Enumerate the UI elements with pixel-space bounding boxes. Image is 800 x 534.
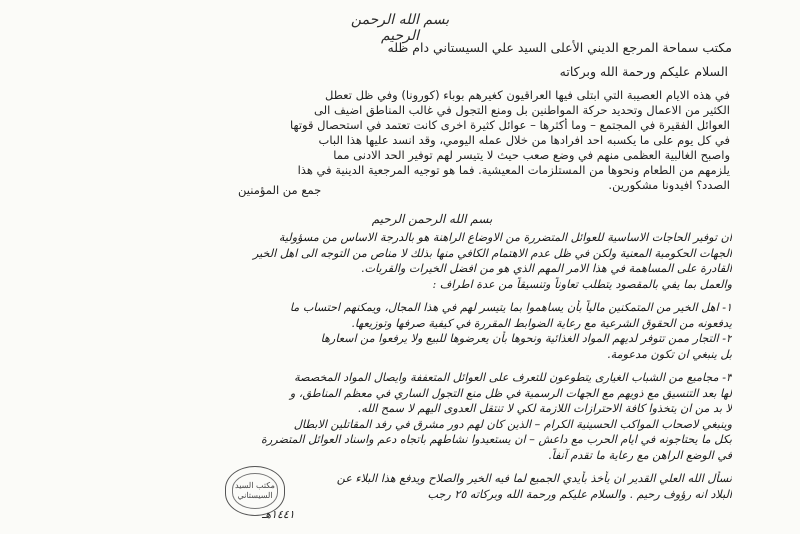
greeting-line: السلام عليكم ورحمة الله وبركاته (559, 64, 728, 79)
addressee-line: مكتب سماحة المرجع الديني الأعلى السيد علي السيستاني دام ظله (387, 40, 732, 55)
answer-line: في الوضع الراهن مع رعاية ما تقدم آنفاً. (548, 448, 732, 462)
question-line: الكثير من الاعمال وتحديد حركة المواطنين بل ومنع التجول في غالب المناطق اضيف الى (314, 103, 730, 117)
answer-line: يدفعونه من الحقوق الشرعية مع رعاية الضوابط المقررة في كيفية صرفها وتوزيعها. (351, 316, 732, 330)
question-line: واصبح الغالبية العظمى منهم في وضع صعب حيث لا يتيسر لهم توفير الحد الادنى مما (333, 148, 730, 162)
answer-line: نسأل الله العلي القدير ان يأخذ بأيدي الجميع لما فيه الخير والصلاح ويدفع هذا البلاء عن (336, 472, 732, 485)
answer-line: الجهات الحكومية المعنية ولكن في ظل عدم الاهتمام الكافي منها بذلك لا مناص من التوجه الى اهل الخير (252, 246, 732, 260)
question-line: في هذه الايام العصيبة التي ابتلى فيها العراقيون كغيرهم بوباء (كورونا) وفي ظل تعطل (325, 88, 730, 102)
answer-line: ان توفير الحاجات الاساسية للعوائل المتضررة من الاوضاع الراهنة هو بالدرجة الاساس من مسؤولية (278, 231, 732, 244)
answer-line: ٣- مجاميع من الشباب الغيارى يتطوعون للتعرف على العوائل المتعففة وايصال المواد المخصصة (294, 371, 732, 384)
answer-line: ١- اهل الخير من المتمكنين مالياً بأن يساهموا بما يتيسر لهم في هذا المجال، ويمكنهم احتساب ما (289, 301, 732, 314)
answer-line: بل ينبغي ان تكون مدعومة. (607, 347, 732, 361)
question-bismillah: بسم الله الرحمن الرحيم (350, 12, 450, 44)
question-body (170, 88, 730, 193)
question-signature: جمع من المؤمنين (238, 183, 322, 197)
question-line: العوائل الفقيرة في المجتمع – وما أكثرها – عوائل كثيرة اخرى كانت تعتمد في استحصال قوتها (290, 118, 730, 132)
answer-bismillah: بسم الله الرحمن الرحيم (371, 212, 493, 226)
answer-line: والعمل بما يفي بالمقصود يتطلب تعاوناً وتنسيقاً من عدة اطراف : (432, 277, 732, 291)
question-line: الصدد؟ افيدونا مشكورين. (608, 178, 730, 192)
question-line: في كل يوم على ما يكسبه احد افرادها من خلال عمله اليومي، وقد انسد عليها هذا الباب (318, 133, 730, 147)
hijri-year: ١٤٤١هـ (262, 508, 295, 521)
answer-line: بكل ما يحتاجونه في ايام الحرب مع داعش – ان يستعيدوا نشاطهم باتجاه دعم واسناد العوائل المتضررة (261, 433, 732, 446)
answer-line: البلاد انه رؤوف رحيم . والسلام عليكم ورحمة الله وبركاته ٢٥ رجب (427, 487, 732, 501)
answer-line: لها بعد التنسيق مع ذويهم مع الجهات الرسمية في ظل منع التجول الساري في معظم المناطق، و (289, 386, 732, 400)
answer-line: ٢- التجار ممن تتوفر لديهم المواد الغذائية ونحوها بأن يعرضوها للبيع ولا يرفعوا من اسعارها (320, 332, 732, 345)
answer-line: لا بد من ان يتخذوا كافة الاحترازات اللازمة لكي لا تنتقل العدوى اليهم لا سمح الله. (357, 402, 732, 415)
answer-line: القادرة على المساهمة في هذا الامر المهم الذي هو من افضل الخيرات والقربات. (361, 262, 732, 275)
question-line: يلزمهم من الطعام ونحوها من المستلزمات المعيشية. فما هو توجيه المرجعية الدينية في هذا (297, 163, 730, 177)
handwritten-answer (132, 212, 732, 502)
seal-text: مكتب السيد السيستاني (232, 473, 278, 509)
answer-line: وينبغي لاصحاب المواكب الحسينية الكرام – الذين كان لهم دور مشرق في رفد المقاتلين الابطال (293, 417, 732, 431)
